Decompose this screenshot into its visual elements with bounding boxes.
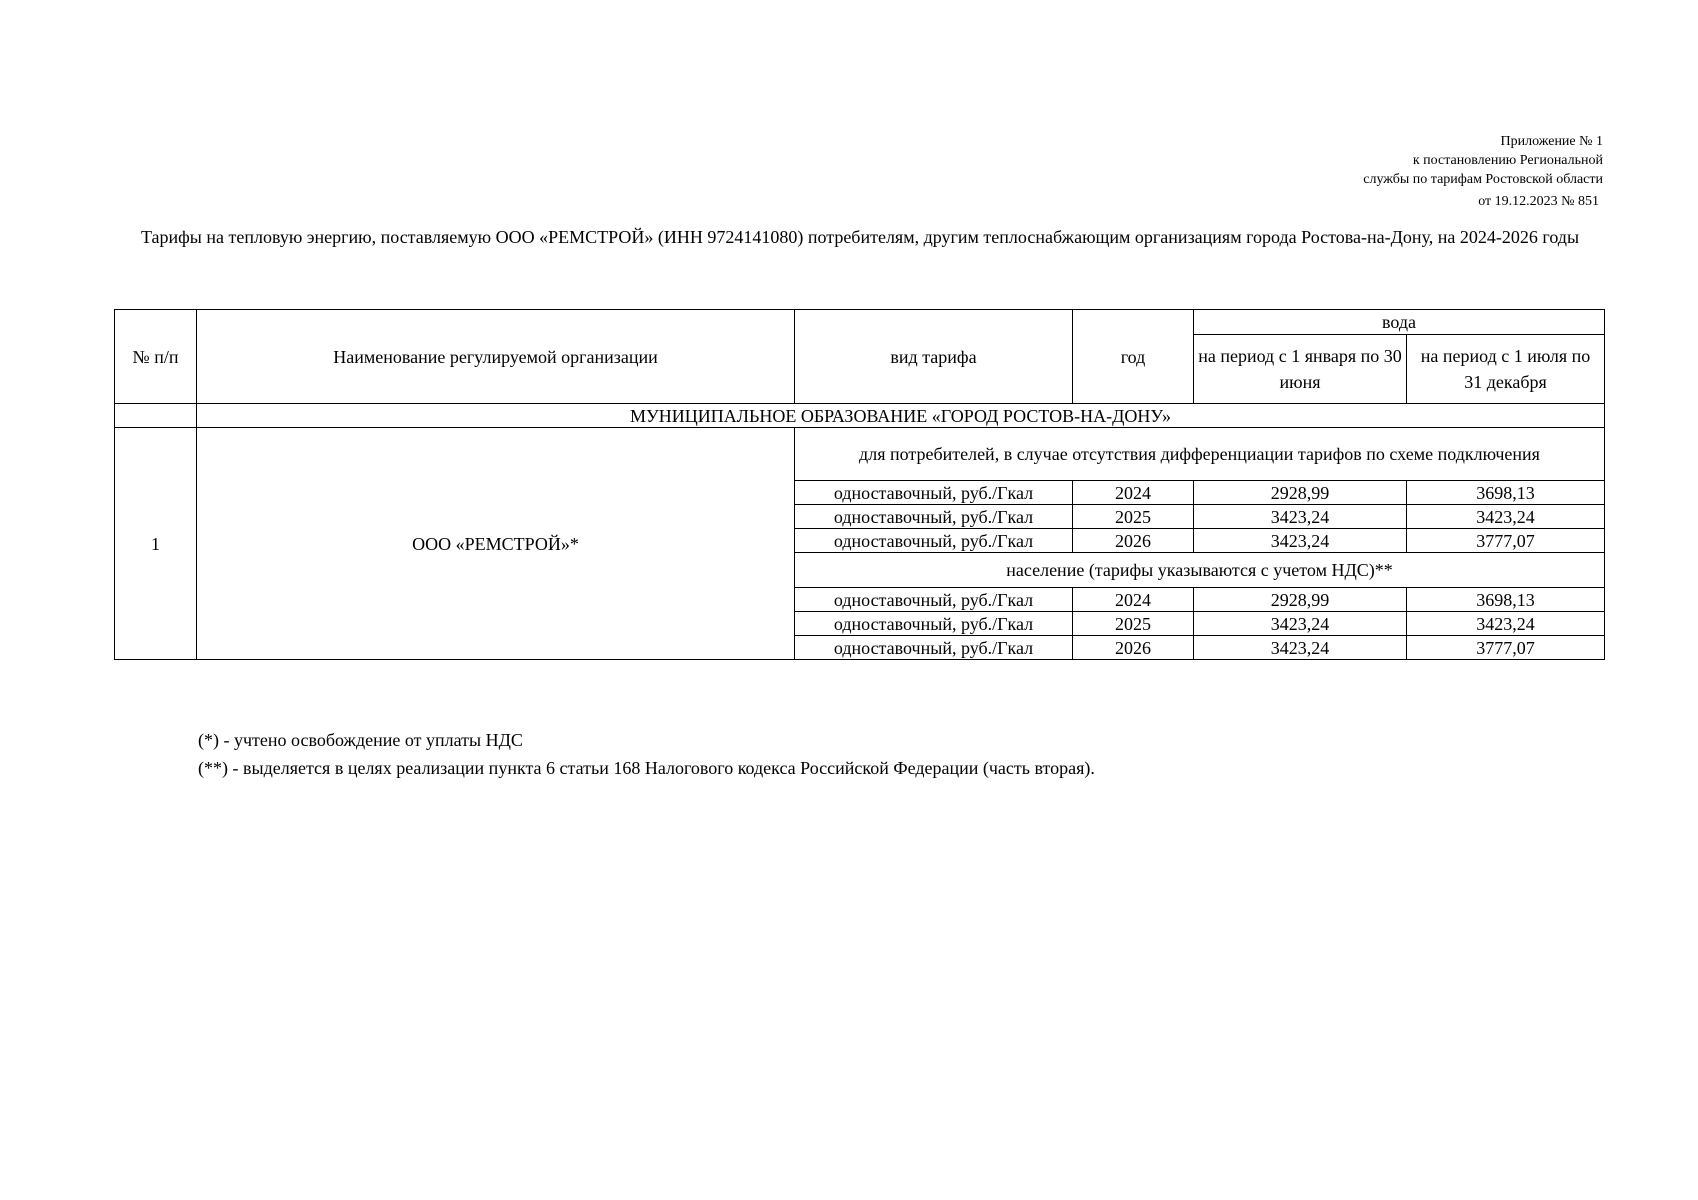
period1-value: 2928,99	[1194, 588, 1407, 612]
document-title: Тарифы на тепловую энергию, поставляемую ООО «РЕМСТРОЙ» (ИНН 9724141080) потребителям, другим теплоснабжающим организациям города Ростова-на-Дону, на 2024-2026 годы	[140, 227, 1580, 247]
period1-value: 2928,99	[1194, 481, 1407, 505]
appendix-line-1: Приложение № 1	[1500, 134, 1603, 149]
section1-title: для потребителей, в случае отсутствия дифференциации тарифов по схеме подключения	[795, 428, 1605, 481]
tariff-type-cell: одноставочный, руб./Гкал	[795, 505, 1073, 529]
period2-value: 3698,13	[1407, 481, 1605, 505]
appendix-block	[1183, 132, 1603, 211]
tariff-type-cell: одноставочный, руб./Гкал	[795, 612, 1073, 636]
period2-value: 3777,07	[1407, 636, 1605, 660]
appendix-line-2: к постановлению Региональной	[1412, 153, 1603, 168]
section2-title: население (тарифы указываются с учетом НДС)**	[795, 553, 1605, 588]
header-org: Наименование регулируемой организации	[197, 310, 795, 404]
appendix-date: от 19.12.2023 № 851	[1478, 194, 1599, 209]
year-cell: 2025	[1073, 505, 1194, 529]
municipality-name: МУНИЦИПАЛЬНОЕ ОБРАЗОВАНИЕ «ГОРОД РОСТОВ-НА-ДОНУ»	[197, 404, 1605, 428]
period2-value: 3423,24	[1407, 612, 1605, 636]
section1-header-row	[115, 428, 1605, 481]
row-number: 1	[115, 428, 197, 660]
header-year: год	[1073, 310, 1194, 404]
year-cell: 2025	[1073, 612, 1194, 636]
year-cell: 2026	[1073, 529, 1194, 553]
period1-value: 3423,24	[1194, 612, 1407, 636]
period1-value: 3423,24	[1194, 636, 1407, 660]
period2-value: 3777,07	[1407, 529, 1605, 553]
tariff-table	[114, 309, 1605, 660]
organization-name: ООО «РЕМСТРОЙ»*	[197, 428, 795, 660]
appendix-line-3: службы по тарифам Ростовской области	[1363, 172, 1603, 187]
header-period-1-text: на период с 1 января по 30 июня	[1198, 346, 1402, 392]
municipality-num-cell	[115, 404, 197, 428]
tariff-type-cell: одноставочный, руб./Гкал	[795, 529, 1073, 553]
header-row-1	[115, 310, 1605, 335]
header-water: вода	[1194, 310, 1605, 335]
year-cell: 2024	[1073, 588, 1194, 612]
header-period-2	[1407, 335, 1605, 404]
header-period-1	[1194, 335, 1407, 404]
footnote-1: (*) - учтено освобождение от уплаты НДС	[198, 730, 523, 750]
header-period-2-text: на период с 1 июля по 31 декабря	[1420, 346, 1591, 392]
footnote-2: (**) - выделяется в целях реализации пункта 6 статьи 168 Налогового кодекса Российской Федерации (часть вторая).	[198, 758, 1095, 778]
municipality-row	[115, 404, 1605, 428]
year-cell: 2026	[1073, 636, 1194, 660]
tariff-type-cell: одноставочный, руб./Гкал	[795, 636, 1073, 660]
header-num: № п/п	[115, 310, 197, 404]
tariff-type-cell: одноставочный, руб./Гкал	[795, 588, 1073, 612]
period2-value: 3698,13	[1407, 588, 1605, 612]
year-cell: 2024	[1073, 481, 1194, 505]
header-tariff-type: вид тарифа	[795, 310, 1073, 404]
period1-value: 3423,24	[1194, 505, 1407, 529]
tariff-type-cell: одноставочный, руб./Гкал	[795, 481, 1073, 505]
period2-value: 3423,24	[1407, 505, 1605, 529]
period1-value: 3423,24	[1194, 529, 1407, 553]
footnotes	[198, 726, 1095, 782]
